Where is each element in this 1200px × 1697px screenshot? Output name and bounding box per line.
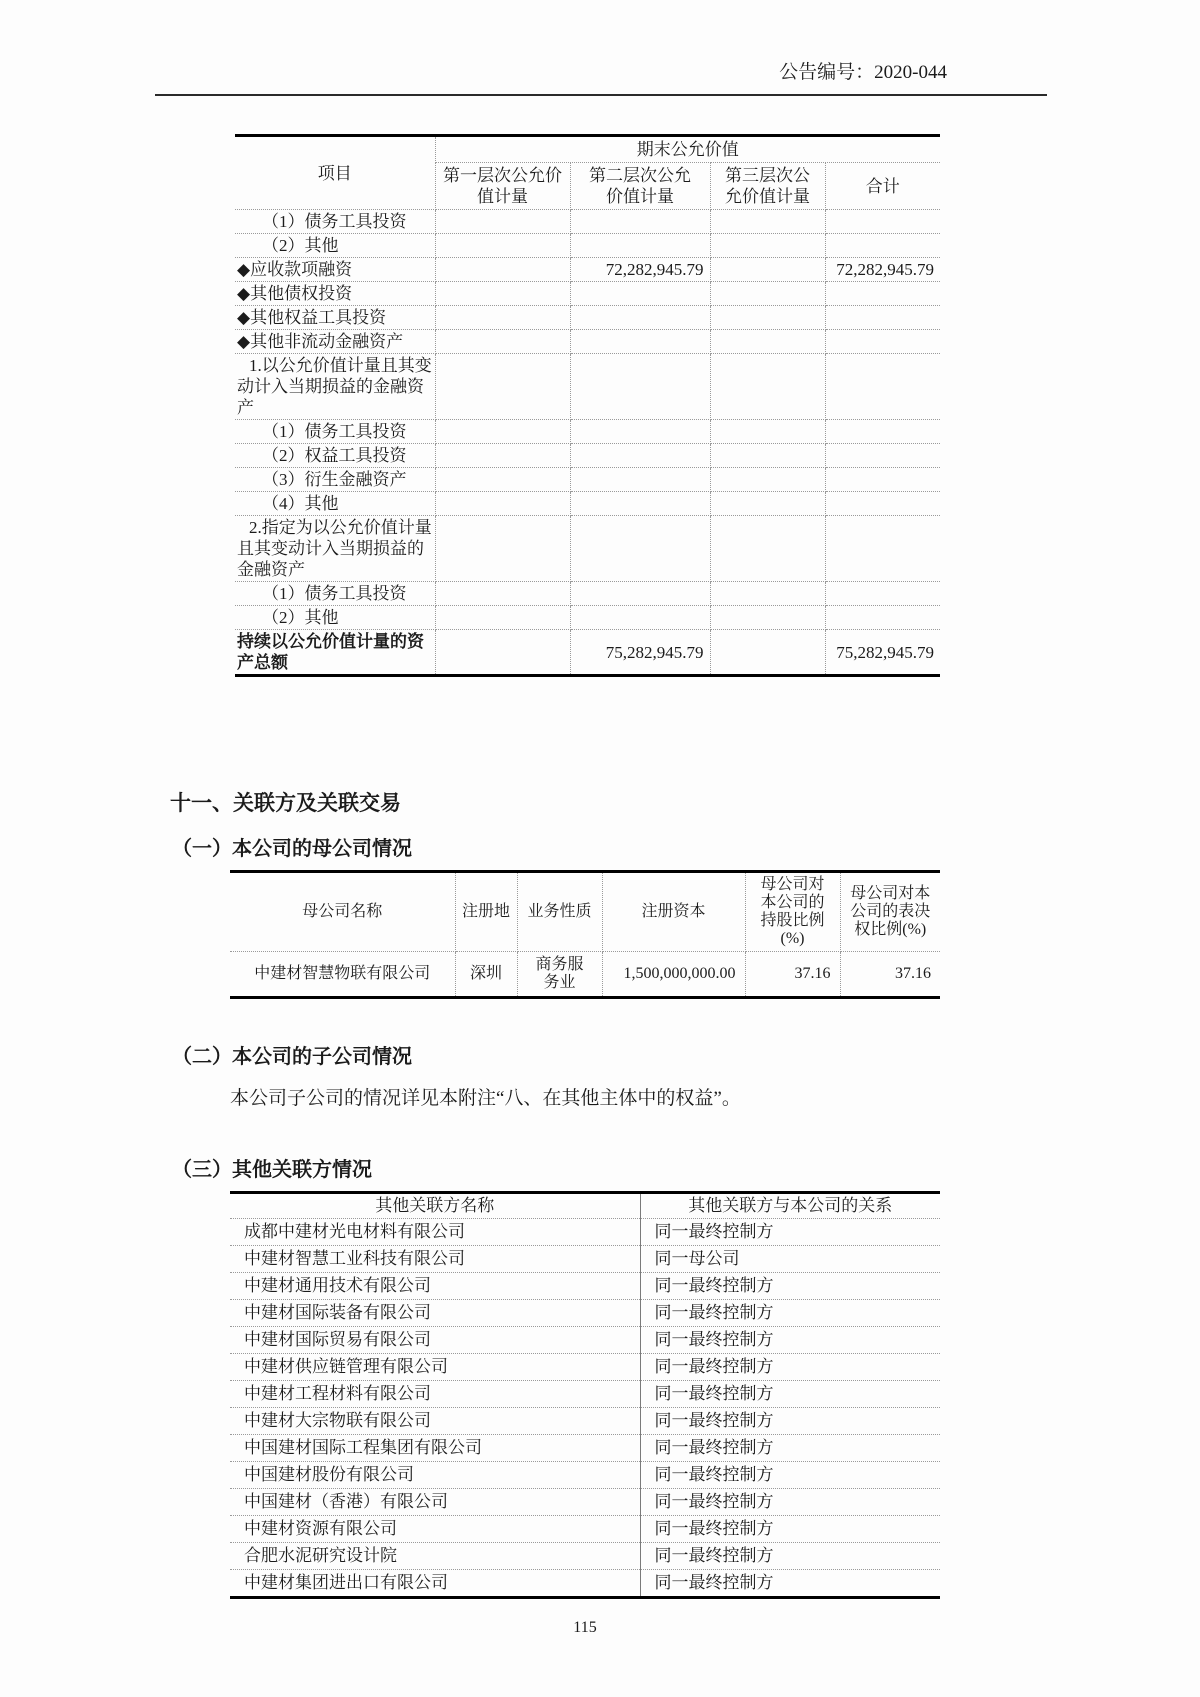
level1-cell bbox=[435, 210, 570, 234]
level2-cell bbox=[570, 492, 710, 516]
total-cell bbox=[825, 582, 940, 606]
col-header-holding-ratio: 母公司对本公司的持股比例(%) bbox=[745, 872, 840, 952]
related-parties-table bbox=[230, 1191, 940, 1599]
item-cell: 持续以公允价值计量的资产总额 bbox=[235, 630, 435, 676]
col-header-level1: 第一层次公允价值计量 bbox=[435, 163, 570, 210]
table-row bbox=[235, 444, 940, 468]
level2-cell bbox=[570, 282, 710, 306]
table-row bbox=[230, 1435, 940, 1462]
related-name-cell: 中建材国际贸易有限公司 bbox=[230, 1327, 640, 1354]
related-name-cell: 中国建材（香港）有限公司 bbox=[230, 1489, 640, 1516]
level2-cell bbox=[570, 582, 710, 606]
col-header-related-name: 其他关联方名称 bbox=[230, 1193, 640, 1219]
total-cell: 72,282,945.79 bbox=[825, 258, 940, 282]
item-cell: （1）债务工具投资 bbox=[235, 420, 435, 444]
level1-cell bbox=[435, 492, 570, 516]
related-parties-table-head bbox=[230, 1193, 940, 1219]
relation-cell: 同一最终控制方 bbox=[640, 1408, 940, 1435]
fair-value-table-body bbox=[235, 210, 940, 676]
item-cell: 2.指定为以公允价值计量且其变动计入当期损益的金融资产 bbox=[235, 516, 435, 582]
col-header-parent-name: 母公司名称 bbox=[230, 872, 455, 952]
section-11-1-title: （一）本公司的母公司情况 bbox=[172, 838, 412, 860]
table-row bbox=[230, 1219, 940, 1246]
table-row bbox=[230, 1408, 940, 1435]
level1-cell bbox=[435, 354, 570, 420]
subsidiaries-note-paragraph: 本公司子公司的情况详见本附注“八、在其他主体中的权益”。 bbox=[230, 1088, 741, 1109]
related-name-cell: 成都中建材光电材料有限公司 bbox=[230, 1219, 640, 1246]
related-name-cell: 中建材智慧工业科技有限公司 bbox=[230, 1246, 640, 1273]
parent-name-cell: 中建材智慧物联有限公司 bbox=[230, 952, 455, 998]
table-row bbox=[230, 1381, 940, 1408]
level3-cell bbox=[710, 582, 825, 606]
section-11-title: 十一、关联方及关联交易 bbox=[170, 792, 401, 815]
item-cell: （1）债务工具投资 bbox=[235, 582, 435, 606]
related-name-cell: 中建材大宗物联有限公司 bbox=[230, 1408, 640, 1435]
level1-cell bbox=[435, 606, 570, 630]
related-name-cell: 中建材国际装备有限公司 bbox=[230, 1300, 640, 1327]
table-row bbox=[235, 606, 940, 630]
relation-cell: 同一最终控制方 bbox=[640, 1543, 940, 1570]
total-cell bbox=[825, 516, 940, 582]
table-row bbox=[235, 468, 940, 492]
item-cell: （2）权益工具投资 bbox=[235, 444, 435, 468]
level2-cell bbox=[570, 516, 710, 582]
item-cell: ◆其他债权投资 bbox=[235, 282, 435, 306]
total-cell bbox=[825, 492, 940, 516]
table-row bbox=[235, 354, 940, 420]
table-row bbox=[230, 952, 940, 998]
level1-cell bbox=[435, 582, 570, 606]
table-row bbox=[235, 492, 940, 516]
level3-cell bbox=[710, 258, 825, 282]
level3-cell bbox=[710, 492, 825, 516]
level1-cell bbox=[435, 306, 570, 330]
fair-value-table-wrap bbox=[235, 134, 1047, 677]
table-row bbox=[235, 630, 940, 676]
relation-cell: 同一母公司 bbox=[640, 1246, 940, 1273]
related-name-cell: 中建材集团进出口有限公司 bbox=[230, 1570, 640, 1598]
related-name-cell: 中建材工程材料有限公司 bbox=[230, 1381, 640, 1408]
header-row bbox=[230, 872, 940, 952]
table-row bbox=[235, 282, 940, 306]
level3-cell bbox=[710, 468, 825, 492]
level2-cell bbox=[570, 444, 710, 468]
parent-company-table-body bbox=[230, 952, 940, 998]
relation-cell: 同一最终控制方 bbox=[640, 1300, 940, 1327]
total-cell bbox=[825, 606, 940, 630]
level1-cell bbox=[435, 516, 570, 582]
col-header-business: 业务性质 bbox=[517, 872, 602, 952]
level3-cell bbox=[710, 282, 825, 306]
level3-cell bbox=[710, 306, 825, 330]
level2-cell bbox=[570, 354, 710, 420]
item-cell: （3）衍生金融资产 bbox=[235, 468, 435, 492]
related-name-cell: 中建材通用技术有限公司 bbox=[230, 1273, 640, 1300]
table-row bbox=[230, 1543, 940, 1570]
level1-cell bbox=[435, 630, 570, 676]
level2-cell bbox=[570, 606, 710, 630]
total-cell bbox=[825, 420, 940, 444]
table-row bbox=[230, 1300, 940, 1327]
col-header-level2: 第二层次公允价值计量 bbox=[570, 163, 710, 210]
level3-cell bbox=[710, 234, 825, 258]
item-cell: （2）其他 bbox=[235, 606, 435, 630]
level3-cell bbox=[710, 330, 825, 354]
business-cell: 商务服务业 bbox=[517, 952, 602, 998]
relation-cell: 同一最终控制方 bbox=[640, 1327, 940, 1354]
total-cell: 75,282,945.79 bbox=[825, 630, 940, 676]
header-row bbox=[230, 1193, 940, 1219]
table-row bbox=[230, 1462, 940, 1489]
place-cell: 深圳 bbox=[455, 952, 517, 998]
level1-cell bbox=[435, 234, 570, 258]
level1-cell bbox=[435, 282, 570, 306]
relation-cell: 同一最终控制方 bbox=[640, 1462, 940, 1489]
level1-cell bbox=[435, 468, 570, 492]
total-cell bbox=[825, 354, 940, 420]
fair-value-table bbox=[235, 134, 940, 677]
level2-cell bbox=[570, 330, 710, 354]
level2-cell bbox=[570, 420, 710, 444]
table-row bbox=[230, 1273, 940, 1300]
table-row bbox=[230, 1327, 940, 1354]
level3-cell bbox=[710, 354, 825, 420]
col-header-level3: 第三层次公允价值计量 bbox=[710, 163, 825, 210]
section-11-2-title: （二）本公司的子公司情况 bbox=[172, 1046, 412, 1068]
capital-cell: 1,500,000,000.00 bbox=[602, 952, 745, 998]
total-cell bbox=[825, 234, 940, 258]
item-cell: （1）债务工具投资 bbox=[235, 210, 435, 234]
col-header-total: 合计 bbox=[825, 163, 940, 210]
total-cell bbox=[825, 468, 940, 492]
page-content bbox=[155, 0, 1047, 1637]
voting-ratio-cell: 37.16 bbox=[840, 952, 940, 998]
col-header-voting-ratio: 母公司对本公司的表决权比例(%) bbox=[840, 872, 940, 952]
level2-cell: 72,282,945.79 bbox=[570, 258, 710, 282]
total-cell bbox=[825, 444, 940, 468]
notice-number-header bbox=[155, 0, 1047, 96]
parent-company-table-wrap bbox=[230, 870, 1047, 999]
related-name-cell: 中建材资源有限公司 bbox=[230, 1516, 640, 1543]
col-header-place: 注册地 bbox=[455, 872, 517, 952]
table-row bbox=[235, 234, 940, 258]
parent-company-table-head bbox=[230, 872, 940, 952]
level2-cell bbox=[570, 234, 710, 258]
table-row bbox=[230, 1354, 940, 1381]
level3-cell bbox=[710, 444, 825, 468]
level1-cell bbox=[435, 258, 570, 282]
relation-cell: 同一最终控制方 bbox=[640, 1381, 940, 1408]
page-number: 115 bbox=[573, 1619, 597, 1636]
item-cell: ◆其他权益工具投资 bbox=[235, 306, 435, 330]
table-row bbox=[230, 1570, 940, 1598]
header-row-group bbox=[235, 136, 940, 163]
item-cell: 1.以公允价值计量且其变动计入当期损益的金融资产 bbox=[235, 354, 435, 420]
level2-cell bbox=[570, 468, 710, 492]
related-name-cell: 中建材供应链管理有限公司 bbox=[230, 1354, 640, 1381]
level3-cell bbox=[710, 516, 825, 582]
fair-value-table-head bbox=[235, 136, 940, 210]
total-cell bbox=[825, 282, 940, 306]
table-row bbox=[235, 582, 940, 606]
relation-cell: 同一最终控制方 bbox=[640, 1219, 940, 1246]
level3-cell bbox=[710, 630, 825, 676]
relation-cell: 同一最终控制方 bbox=[640, 1570, 940, 1598]
col-header-item: 项目 bbox=[235, 136, 435, 210]
item-cell: （2）其他 bbox=[235, 234, 435, 258]
related-parties-table-wrap bbox=[230, 1191, 1047, 1599]
total-cell bbox=[825, 210, 940, 234]
holding-ratio-cell: 37.16 bbox=[745, 952, 840, 998]
parent-company-table bbox=[230, 870, 940, 999]
table-row bbox=[235, 420, 940, 444]
related-name-cell: 合肥水泥研究设计院 bbox=[230, 1543, 640, 1570]
total-cell bbox=[825, 306, 940, 330]
related-parties-table-body bbox=[230, 1219, 940, 1598]
table-row bbox=[230, 1516, 940, 1543]
relation-cell: 同一最终控制方 bbox=[640, 1435, 940, 1462]
level3-cell bbox=[710, 420, 825, 444]
related-name-cell: 中国建材国际工程集团有限公司 bbox=[230, 1435, 640, 1462]
table-row bbox=[235, 210, 940, 234]
relation-cell: 同一最终控制方 bbox=[640, 1489, 940, 1516]
level2-cell bbox=[570, 210, 710, 234]
level1-cell bbox=[435, 330, 570, 354]
section-11-3-title: （三）其他关联方情况 bbox=[172, 1159, 372, 1181]
level1-cell bbox=[435, 420, 570, 444]
level2-cell: 75,282,945.79 bbox=[570, 630, 710, 676]
total-cell bbox=[825, 330, 940, 354]
level3-cell bbox=[710, 210, 825, 234]
item-cell: ◆其他非流动金融资产 bbox=[235, 330, 435, 354]
level2-cell bbox=[570, 306, 710, 330]
item-cell: （4）其他 bbox=[235, 492, 435, 516]
table-row bbox=[230, 1489, 940, 1516]
table-row bbox=[235, 516, 940, 582]
item-cell: ◆应收款项融资 bbox=[235, 258, 435, 282]
col-header-relation: 其他关联方与本公司的关系 bbox=[640, 1193, 940, 1219]
level1-cell bbox=[435, 444, 570, 468]
level3-cell bbox=[710, 606, 825, 630]
table-row bbox=[235, 330, 940, 354]
relation-cell: 同一最终控制方 bbox=[640, 1354, 940, 1381]
relation-cell: 同一最终控制方 bbox=[640, 1516, 940, 1543]
notice-number: 公告编号：2020-044 bbox=[779, 62, 947, 83]
table-row bbox=[230, 1246, 940, 1273]
table-row bbox=[235, 258, 940, 282]
col-header-group: 期末公允价值 bbox=[435, 136, 940, 163]
relation-cell: 同一最终控制方 bbox=[640, 1273, 940, 1300]
related-name-cell: 中国建材股份有限公司 bbox=[230, 1462, 640, 1489]
col-header-capital: 注册资本 bbox=[602, 872, 745, 952]
table-row bbox=[235, 306, 940, 330]
